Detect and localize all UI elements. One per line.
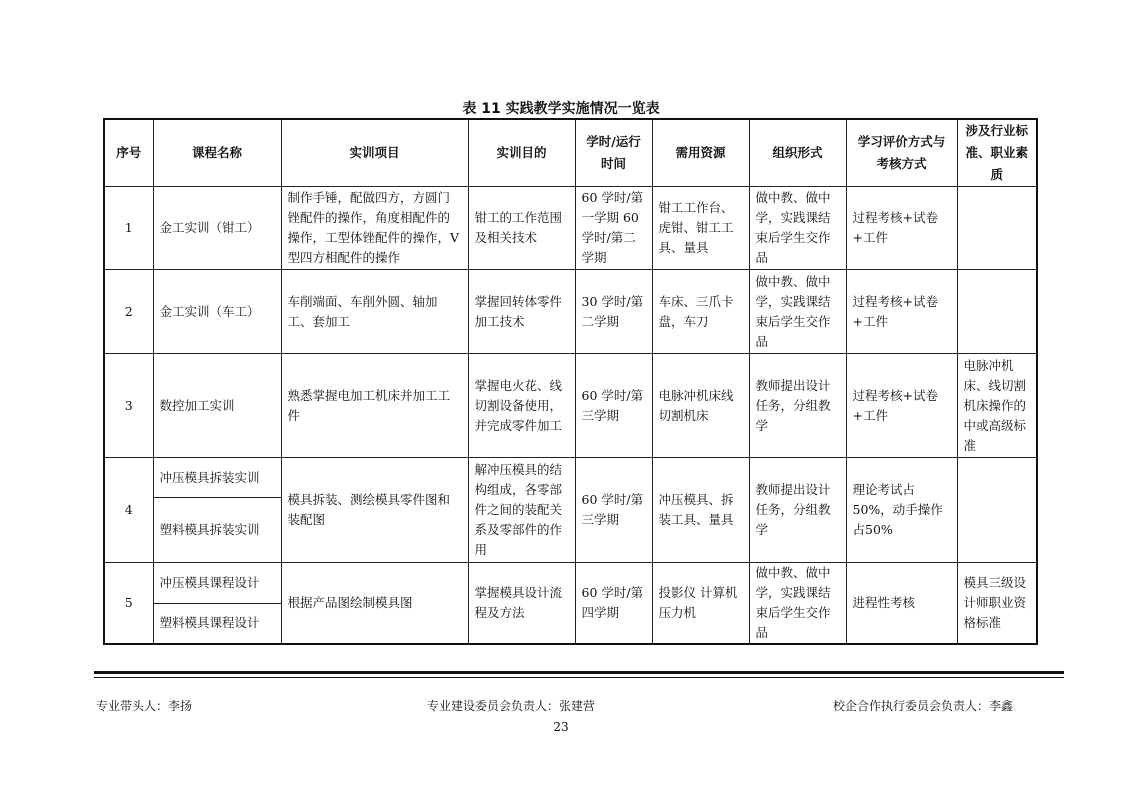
cell-resource: 钳工工作台、虎钳、钳工工具、量具: [652, 187, 749, 270]
cell-eval: 过程考核+试卷+工件: [846, 187, 957, 270]
cell-hours: 30 学时/第二学期: [575, 270, 652, 354]
footer-right: 校企合作执行委员会负责人：李鑫: [833, 699, 1014, 713]
header-course: 课程名称: [153, 119, 281, 187]
cell-course-b: 塑料模具拆装实训: [153, 498, 281, 563]
cell-eval: 过程考核+试卷+工件: [846, 354, 957, 458]
cell-project: 根据产品图绘制模具图: [281, 563, 468, 645]
cell-no: 3: [104, 354, 153, 458]
cell-resource: 电脉冲机床线切割机床: [652, 354, 749, 458]
cell-hours: 60 学时/第三学期: [575, 354, 652, 458]
cell-goal: 掌握模具设计流程及方法: [468, 563, 575, 645]
cell-no: 2: [104, 270, 153, 354]
cell-course: 金工实训（钳工）: [153, 187, 281, 270]
cell-org: 教师提出设计任务，分组教学: [749, 458, 846, 563]
cell-course-a: 冲压模具课程设计: [153, 563, 281, 604]
cell-project: 制作手锤，配做四方，方圆门锉配件的操作，角度相配件的操作，工型体锉配件的操作，V 型四方相配件的操作: [281, 187, 468, 270]
cell-course: 金工实训（车工）: [153, 270, 281, 354]
header-std: 涉及行业标准、职业素质: [957, 119, 1037, 187]
cell-no: 1: [104, 187, 153, 270]
header-hours: 学时/运行时间: [575, 119, 652, 187]
footer-rule-thick: [94, 671, 1064, 674]
cell-resource: 冲压模具、拆装工具、量具: [652, 458, 749, 563]
cell-hours: 60 学时/第三学期: [575, 458, 652, 563]
footer-rule-thin: [94, 677, 1064, 678]
header-org: 组织形式: [749, 119, 846, 187]
header-no: 序号: [104, 119, 153, 187]
table-row: [104, 563, 1037, 604]
cell-org: 做中教、做中学，实践课结束后学生交作品: [749, 270, 846, 354]
cell-eval: 理论考试占50%，动手操作占50%: [846, 458, 957, 563]
cell-resource: 车床、三爪卡盘，车刀: [652, 270, 749, 354]
header-row: [104, 119, 1037, 187]
cell-course-b: 塑料模具课程设计: [153, 603, 281, 644]
cell-std: 电脉冲机床、线切割机床操作的中或高级标准: [957, 354, 1037, 458]
table-row: [104, 458, 1037, 498]
cell-course-a: 冲压模具拆装实训: [153, 458, 281, 498]
page-number: 23: [553, 720, 569, 734]
cell-project: 车削端面、车削外圆、轴加工、套加工: [281, 270, 468, 354]
footer-center: 专业建设委员会负责人：张建营: [427, 699, 596, 713]
cell-eval: 进程性考核: [846, 563, 957, 645]
header-goal: 实训目的: [468, 119, 575, 187]
cell-project: 熟悉掌握电加工机床并加工工件: [281, 354, 468, 458]
header-resource: 需用资源: [652, 119, 749, 187]
cell-course: 数控加工实训: [153, 354, 281, 458]
table-row: [104, 354, 1037, 458]
cell-org: 做中教、做中学，实践课结束后学生交作品: [749, 187, 846, 270]
cell-hours: 60 学时/第四学期: [575, 563, 652, 645]
cell-eval: 过程考核+试卷+工件: [846, 270, 957, 354]
cell-goal: 掌握回转体零件加工技术: [468, 270, 575, 354]
cell-goal: 钳工的工作范围及相关技术: [468, 187, 575, 270]
cell-std: [957, 270, 1037, 354]
cell-no: 5: [104, 563, 153, 645]
cell-org: 教师提出设计任务，分组教学: [749, 354, 846, 458]
table-title: 表 11 实践教学实施情况一览表: [462, 101, 660, 117]
cell-hours: 60 学时/第一学期 60 学时/第二学期: [575, 187, 652, 270]
table-row: [104, 270, 1037, 354]
cell-org: 做中教、做中学，实践课结束后学生交作品: [749, 563, 846, 645]
footer-left: 专业带头人：李扬: [96, 699, 193, 713]
cell-goal: 解冲压模具的结构组成，各零部件之间的装配关系及零部件的作用: [468, 458, 575, 563]
header-project: 实训项目: [281, 119, 468, 187]
header-eval: 学习评价方式与考核方式: [846, 119, 957, 187]
cell-std: 模具三级设计师职业资格标准: [957, 563, 1037, 645]
table-row: [104, 187, 1037, 270]
practice-teaching-table: [103, 118, 1038, 645]
cell-project: 模具拆装、测绘模具零件图和装配图: [281, 458, 468, 563]
cell-std: [957, 458, 1037, 563]
cell-no: 4: [104, 458, 153, 563]
cell-resource: 投影仪 计算机 压力机: [652, 563, 749, 645]
cell-std: [957, 187, 1037, 270]
cell-goal: 掌握电火花、线切割设备使用，并完成零件加工: [468, 354, 575, 458]
